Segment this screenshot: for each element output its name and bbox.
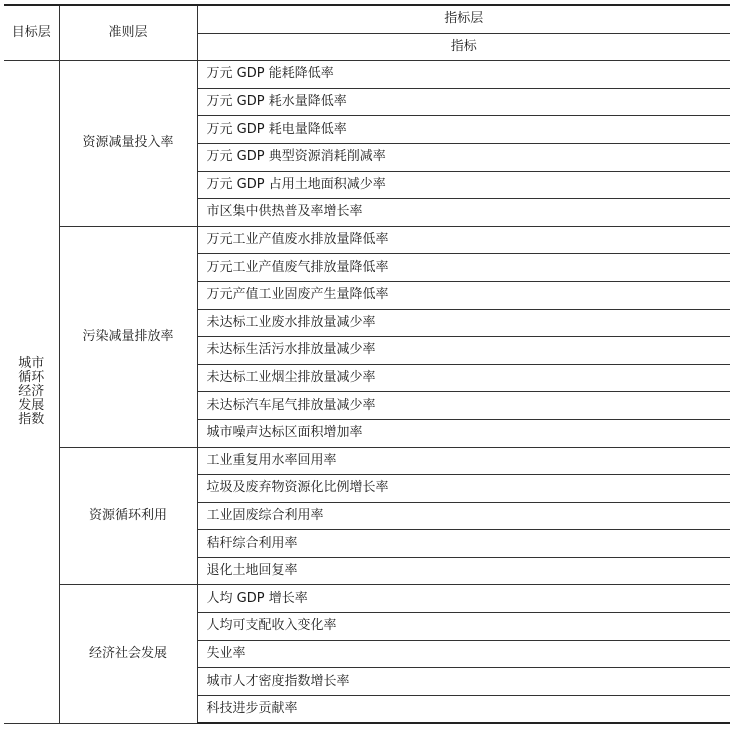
indicator-cell: 工业重复用水率回用率: [197, 447, 730, 475]
criterion-cell: 资源减量投入率: [59, 61, 197, 227]
indicator-cell: 万元 GDP 典型资源消耗削减率: [197, 143, 730, 171]
indicator-cell: 失业率: [197, 640, 730, 668]
indicator-cell: 工业固废综合利用率: [197, 502, 730, 530]
indicator-cell: 未达标工业废水排放量减少率: [197, 309, 730, 337]
indicator-cell: 未达标生活污水排放量减少率: [197, 337, 730, 365]
header-row: [4, 5, 730, 33]
table-row: [4, 61, 730, 89]
indicator-layer-header: 指标层: [197, 5, 730, 33]
table-row: [4, 585, 730, 613]
indicator-cell: 万元 GDP 耗电量降低率: [197, 116, 730, 144]
indicator-cell: 万元 GDP 能耗降低率: [197, 61, 730, 89]
goal-line: 循环: [18, 370, 45, 386]
indicator-cell: 秸秆综合利用率: [197, 530, 730, 558]
indicator-cell: 万元工业产值废水排放量降低率: [197, 226, 730, 254]
indicator-cell: 市区集中供热普及率增长率: [197, 199, 730, 227]
indicator-header: 指标: [197, 33, 730, 61]
indicator-cell: 万元产值工业固废产生量降低率: [197, 281, 730, 309]
table-row: [4, 447, 730, 475]
goal-line: 指数: [18, 412, 45, 428]
criterion-cell: 污染减量排放率: [59, 226, 197, 447]
criterion-layer-header: 准则层: [59, 5, 197, 61]
goal-line: 城市: [18, 356, 45, 372]
indicator-table-body: [4, 5, 730, 723]
criterion-cell: 经济社会发展: [59, 585, 197, 723]
indicator-cell: 科技进步贡献率: [197, 695, 730, 723]
indicator-cell: 垃圾及废弃物资源化比例增长率: [197, 475, 730, 503]
indicator-cell: 未达标工业烟尘排放量减少率: [197, 364, 730, 392]
goal-layer-header: 目标层: [4, 5, 59, 61]
goal-line: 发展: [18, 398, 45, 414]
goal-line: 经济: [18, 384, 45, 400]
goal-cell: [4, 61, 59, 724]
indicator-cell: 万元 GDP 占用土地面积减少率: [197, 171, 730, 199]
indicator-cell: 城市噪声达标区面积增加率: [197, 419, 730, 447]
indicator-cell: 万元工业产值废气排放量降低率: [197, 254, 730, 282]
table-row: [4, 226, 730, 254]
indicator-cell: 人均可支配收入变化率: [197, 613, 730, 641]
indicator-cell: 人均 GDP 增长率: [197, 585, 730, 613]
indicator-table: [4, 4, 730, 724]
indicator-cell: 万元 GDP 耗水量降低率: [197, 88, 730, 116]
indicator-cell: 城市人才密度指数增长率: [197, 668, 730, 696]
indicator-cell: 未达标汽车尾气排放量减少率: [197, 392, 730, 420]
indicator-cell: 退化土地回复率: [197, 557, 730, 585]
criterion-cell: 资源循环利用: [59, 447, 197, 585]
